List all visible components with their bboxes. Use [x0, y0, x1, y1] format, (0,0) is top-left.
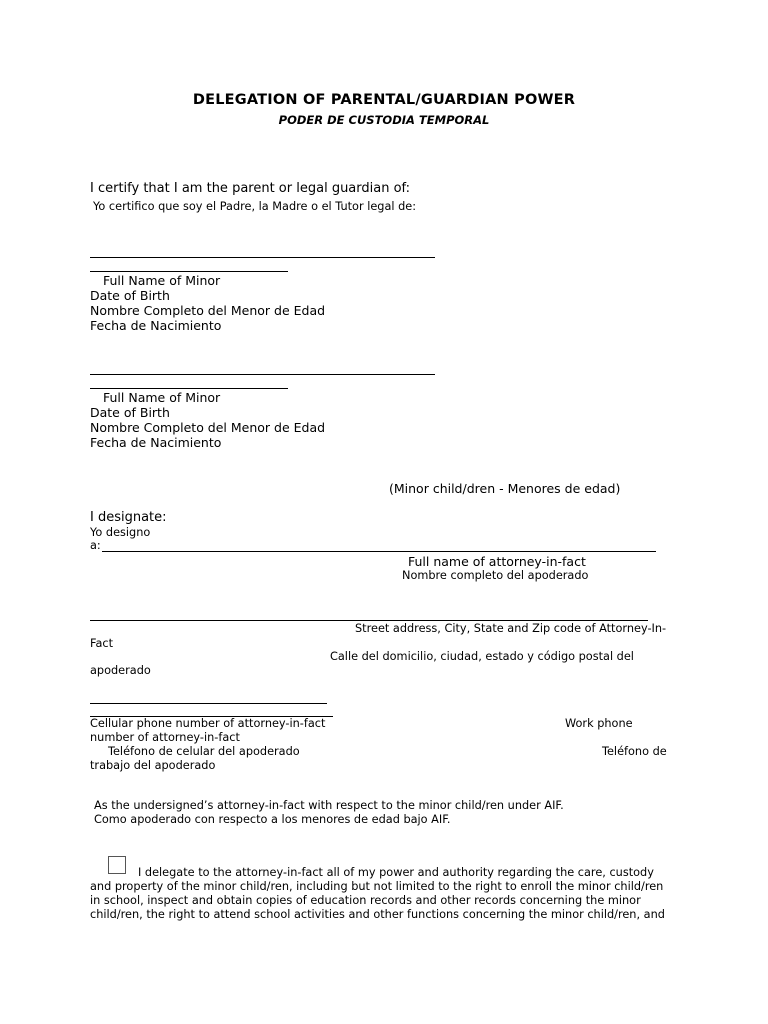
cell-phone-line[interactable] [90, 703, 327, 704]
minor-2-name-line[interactable] [90, 374, 435, 375]
work-phone-label-cont: number of attorney-in-fact [90, 731, 240, 744]
delegate-paragraph-line-2: and property of the minor child/ren, including but not limited to the right to enroll the minor child/ren [90, 880, 664, 893]
aif-address-line[interactable] [90, 620, 648, 621]
certify-statement-en: I certify that I am the parent or legal guardian of: [90, 181, 411, 196]
minor-1-dob-line[interactable] [90, 271, 288, 272]
delegate-checkbox[interactable] [108, 856, 126, 874]
minor-1-full-name-label: Full Name of Minor [103, 273, 221, 288]
minor-1-dob-label-es: Fecha de Nacimiento [90, 318, 222, 333]
minor-2-dob-line[interactable] [90, 388, 288, 389]
cell-phone-label: Cellular phone number of attorney-in-fact [90, 717, 326, 730]
address-label-es: Calle del domicilio, ciudad, estado y código postal del [330, 650, 634, 663]
delegate-paragraph-line-1: I delegate to the attorney-in-fact all of my power and authority regarding the care, custody [138, 866, 654, 879]
designate-prefix: a: [90, 539, 101, 552]
designate-label-en: I designate: [90, 510, 167, 525]
delegate-paragraph-line-3: in school, inspect and obtain copies of education records and other records concerning the minor [90, 894, 641, 907]
address-label-en-cont: Fact [90, 637, 114, 650]
cell-phone-label-es: Teléfono de celular del apoderado [108, 745, 300, 758]
minor-1-name-line[interactable] [90, 257, 435, 258]
minor-children-note: (Minor child/dren - Menores de edad) [389, 481, 621, 496]
work-phone-label-es-cont: trabajo del apoderado [90, 759, 216, 772]
work-phone-label-es: Teléfono de [602, 745, 667, 758]
designate-label-es: Yo designo [90, 526, 151, 539]
minor-1-full-name-label-es: Nombre Completo del Menor de Edad [90, 303, 326, 318]
address-label-es-cont: apoderado [90, 664, 151, 677]
work-phone-label: Work phone [565, 717, 633, 730]
certify-statement-es: Yo certifico que soy el Padre, la Madre o el Tutor legal de: [93, 200, 417, 213]
aif-name-label-es: Nombre completo del apoderado [402, 569, 589, 582]
undersigned-statement-en: As the undersigned’s attorney-in-fact with respect to the minor child/ren under AIF. [94, 799, 564, 812]
minor-2-dob-label-es: Fecha de Nacimiento [90, 435, 222, 450]
address-label-en: Street address, City, State and Zip code of Attorney-In- [355, 622, 667, 635]
undersigned-statement-es: Como apoderado con respecto a los menores de edad bajo AIF. [94, 813, 451, 826]
aif-name-label: Full name of attorney-in-fact [408, 554, 586, 569]
document-subtitle: PODER DE CUSTODIA TEMPORAL [278, 113, 490, 127]
delegate-paragraph-line-4: child/ren, the right to attend school activities and other functions concerning the minor child/ren, and [90, 908, 665, 921]
document-title: DELEGATION OF PARENTAL/GUARDIAN POWER [192, 92, 576, 108]
aif-name-line[interactable] [102, 551, 656, 552]
minor-1-dob-label: Date of Birth [90, 288, 170, 303]
minor-2-dob-label: Date of Birth [90, 405, 170, 420]
minor-2-full-name-label: Full Name of Minor [103, 390, 221, 405]
minor-2-full-name-label-es: Nombre Completo del Menor de Edad [90, 420, 326, 435]
